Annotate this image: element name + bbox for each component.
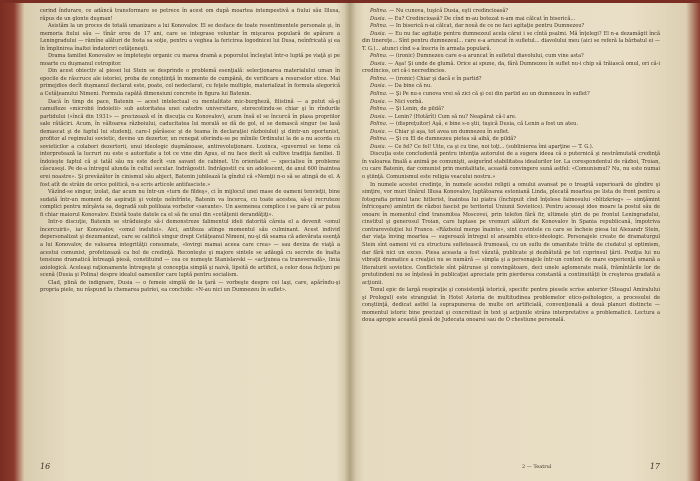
right-paragraph: Discuţia este concludentă pentru intenţia autorului de a sugera ideea că o puternică şi nestrămutată credinţă în valoarea finală a animă pe comunişti, asigurînd stabilitatea idealurilor lor. La corespondentul de război, Troian, cu care Batenin, dar comunist prin mentalitate, această convingere sună astfel: «Comunismul? Nu, nu este numai o ştiinţă. Comunismul este religia veacului nostru.» <box>362 151 660 181</box>
dialogue-line: Polina. — Şi Pe nu-s cunova vrei să zici că şi cei din partid au un dumnezeu în suflet? <box>370 91 590 98</box>
right-paragraph: In numele acestei credinţe, în numele acestei religii a omului avansat pe o treaptă superioară de gîndire şi simţire, vor muri tînărul Illusa Konovalov, luptătoarea estoniană Linda, plecată moartea pe lista de front pentru a fotografia primul tanc hitlerist, înaintea lui piatra (închipuit cînd înţelese faimosului «blitzkrieg» — simţămint înfricoşare) amintiri de război fascist pe teritoriul Uniunii Sovietice). Pentru aceeaşi idee moare la postul său de onoare în momentul cînd transmitea Moscovei, prin telefon fără fir, ultimele ştiri de pe frontul Leningradului, cinstitul şi generosul Troian, care luptase pe vremuri alături de Konovalov în Spania republicană, împotriva contrarevoluţiei lui Franco. «Războiul merge înainte», sint cuvintele cu care se încheie piesa lui Alexandr Stein, dar viaţa înving moartea — sugerează întregul el ansamblu etico-ideologic. Personajele create de dramaturgul Stein sînt oameni vii cu structura sufletească frumoasă, cu un suflu de umanitate trăite de ciudatul şi optimism, dar fără nici un exces. Piesa aceasta a fost văzută, publicate şi dezbătută pe tot cuprinsul ţării. Poziţia lui nu vibraţii dramatice a creaţiei nu se numără — simpla şi a personajele într-un context de mare experienţă umană a literaturii sovietice. Conflictele sînt pătrunse şi convingătoare, deci unele aglomerate reală, frămîntările lor de pretutindeni nu se înţelesă în publicaţiei apreciate prin pierderea constantă a continuităţii în creşterea gradată a acţiunii. <box>362 181 660 286</box>
left-page <box>16 0 350 481</box>
dialogue-line: Dusia. — Ce fel? Ce fel! Uite, ca şi cu tine, noi toţi... (sublinierea îmi aparţine — T. G.). <box>370 143 594 150</box>
left-paragraph: Clad, plină de indignare, Dusia — o femeie simplă de la ţară — vorbeşte despre cei laşi, care, apărîndu-şi propria piele, nu răspund la chemarea patriei, ea conchide: «N-au nici un Dumnezeu în suflet». <box>40 279 340 294</box>
left-paragraph: Văzînd-se singur, izolat, dar acum nu într-un «turn de fildeş», ci în mijlocul unei mase de oameni tenvieţii, bine sudată într-un moment de aspiraţii şi voinţe neînfrînte, Batenin va încerca, cu toate acestea, să-şi recruteze complici pentru mîrşăvia sa, degradă sub poliloaia vorbelor «savante». Un asemenea complice i se pare că ar putea fi chiar maiorul Konovalov. Există toate datele ca el să fie unul din «cetăţenii derandăţiţi». <box>40 189 340 218</box>
dialogue-line: Dusia. — Nici vorbă. <box>370 98 424 105</box>
left-paragraph: Drama familiei Konovalov se împleteşte organic cu marea dramă a poporului încleştat într-o luptă pe viaţă şi pe moarte cu duşmanul cotropitor. <box>40 53 340 67</box>
dialogue-line: Polina. — Şi Lenin, de pildă? <box>370 106 444 113</box>
running-footer: 2 — Teatrul <box>522 464 552 470</box>
right-page <box>352 0 684 481</box>
left-paragraph: cerind îndurare, ce adâncă transformare se petrece în acest om după moartea intempestivă a fiului său Illusa, răpus de un glonte duşman! <box>40 8 340 22</box>
left-paragraph: Din acest obiectiv al piesei lui Stein se desprinde o problemă esenţială: selecţionarea materialului uman în epocile de răscruce ale istoriei, proba de conştiinţă în momente de cumpănă, de verificare a resurselor etice. Mai primejdios decît duşmanul declarat este, poate, cel nedeclarat, cu feţele multiple, materializat în formula alegorică a Cetăţeanului Nimeni. Formula capătă dimensiuni concrete în figura lui Batenin. <box>40 68 340 98</box>
dialogue-line: Dusia. — Da bine că nu. <box>370 83 432 90</box>
left-page-text <box>40 8 340 295</box>
dialogue-line: Polina. — (ironic) Dumnezeu care e-a aruncat în sufletul diavolului, cum vine asta? <box>370 53 584 60</box>
dialogue-line: Dusia. — Eu nu fac agitaţie pentru dumnezeul acela cărui i se cîntă psalmi. Mă înţelegi? El n-a dezamăgit încă din tinereţe... Sînt pentru dumnezeul... care e-a aruncat în sufletul... diavolului meu (aici se referă la bărbatul ei — T. G.)... atunci cînd s-a înscris în armata populară. <box>362 30 661 52</box>
dialogue-block <box>362 8 660 151</box>
dialogue-line: Dusia. — Aşa! Şi unde de glumă. Orice ai spune, da, fără Dumnezeu în suflet nu-i chip să trăiască omul, ori că-i credincios, ori că-i necredincios. <box>362 60 661 75</box>
right-page-text <box>362 8 660 325</box>
dialogue-line: Polina. — (ironic) Chiar şi dacă e în partid? <box>370 75 482 82</box>
left-paragraph: Asistăm la un proces de totală umanizare a lui Konovalov. El se desface de toate resentimentele personale şi, în memoria fiului său — tînăr erou de 17 ani, care se integrase voluntar în mişcarea populară de apărare a Leningradului — rămîne alături de fosta sa soţie, pentru a veghea la fericirea logodnicei lui Dusa, neînfricată şi ea în împlinirea înaltei îndatoriri cetăţeneşti. <box>40 23 340 52</box>
dialogue-line: Polina. — (dispreţuitor) Aşă, e bine s-o ştii, tuşică Dusia, că Lenin a fost un ateu. <box>370 121 579 128</box>
right-page-number: 17 <box>649 462 660 471</box>
left-paragraph: Dacă în timp de pace, Batenin — acest intelectual cu mentalitate mic-burgheză, filistină — a putut să-şi camufleze «microbii îndoielii» sub autoritatea unei catedre universitare, sterecotindu-se chiar şi în rîndurile partidului («încă din 1931» — precizează el în discuţia cu Konovalov), acum însă el se încurcă în plasa propriilor sale rătăciri. Acum, în vâltoarea războiului, caducitatea lui morală se dă de gol, el se demască singur (se lasă demascat şi de faptul lui studenţi, care-l părăsesc şi de teama în declaraţiei războiului) şi dintr-un oportunist, profitor al regimului sovietic, devine un dezertor, un renegat oferindu-se pe mîinile Ordinului la de a nu acorda cu sovieticilor a colabori dezertorii, unui ideologic duşmănoase, antirevoluţionare. Lozinca, «guvernul se teme că interpretează la lucruri nu este o autoritate a tot ce vine din Apus, el nu face decît să cultive tradiţia familiei. Il îndoieşte faptul că şi tatăl său nu este decît «un savant de cabinet. Un orientalist — specialisu în probleme câscuseşi. Pe de-a întregul alunda în cultul secular. Indrăgostit. Indrăgostit cu un adolescent, de anul 600 înaintea erei noastre». Şi prevăzător în cinismul său abject, Batenin jubilează la gîndul că «Nemţii n-o să se atingă de el. A fost atît de străin de orice politică, n-a scris articole antifasciste.» <box>40 98 340 188</box>
right-paragraph: Tonul epic de largă respiraţie şi consistenţă istorică, specific pentru piesele scrise anterior (Steagul Amiralului şi Prologul) este strangulat în Hotel Astoria de multitudinea problemelor etico-psihologice, a procesului de conştiinţă, dedicat astfel la suprapunerea de multe ori artificială, convenţională a două planuri distincte — momentul istoric bine precizat şi concretizat în text şi acţiunile strâns interpretative a problematicii. Lectura a doua apropie această piesă de Judecata onoarei sau de O chestiune personală. <box>362 287 660 324</box>
dialogue-line: Dusia. — Eu? Credincioasă? De cînd m-au botezat n-am mai călcat în biserică... <box>370 15 576 22</box>
left-page-number: 16 <box>40 462 51 471</box>
dialogue-line: Dusia. — Chiar şi aşa, tot avea un dumnezeu în suflet. <box>370 128 510 135</box>
dialogue-line: Polina. — In biserică n-ai călcat, dar nouă de ce ne faci agitaţie pentru Dumnezeu? <box>370 23 585 30</box>
dialogue-line: Polina. — Şi cu El de dumnezeu pietea să aibă, de pildă? <box>370 136 516 143</box>
dialogue-line: Polina. — Nu cunova, tuşică Dusia, eşti credincioasă? <box>370 8 509 14</box>
left-paragraph: Intr-o discuţie, Batenin se străduieşte să-i demonstreze falimentul ideii datorită căreia el a devenit «omul încercuirii», iar Konovalov, «omul inelului». Aici, antiteza atinge momentul său culminant. Acest individ depersonalizat şi dezumanizat, care se califică singur drept Cetăţeanul Nimeni, nu-şi dă seama că adevărata esenţă a lui Konovalov, de valoarea integrităţii consumate, «lovirgi mamai aceea care crea» — sau deviza de viaţă a acestui comunist, profetizează ca bol de credinţă. Reconteşte şi majore sintele se adăugă cu secrete de înalta tensiune dramatică întreagă piesă, constituind — cea ce numeşte Stanislavski — «acţiunea ca transversală», linia axiologică. Aceleaşi raţionamente întregeşte şi concepţia simplă şi naivă, lipsită de artificii, a celor doua ficţiuni pe scenă (Dusia şi Polina) despre idealul oamenilor care luptă pentru socialism. <box>40 219 340 279</box>
dialogue-line: Dusia. — Lenin? (Hotărît) Cum să nu? Neapărat că-l are. <box>370 113 517 120</box>
